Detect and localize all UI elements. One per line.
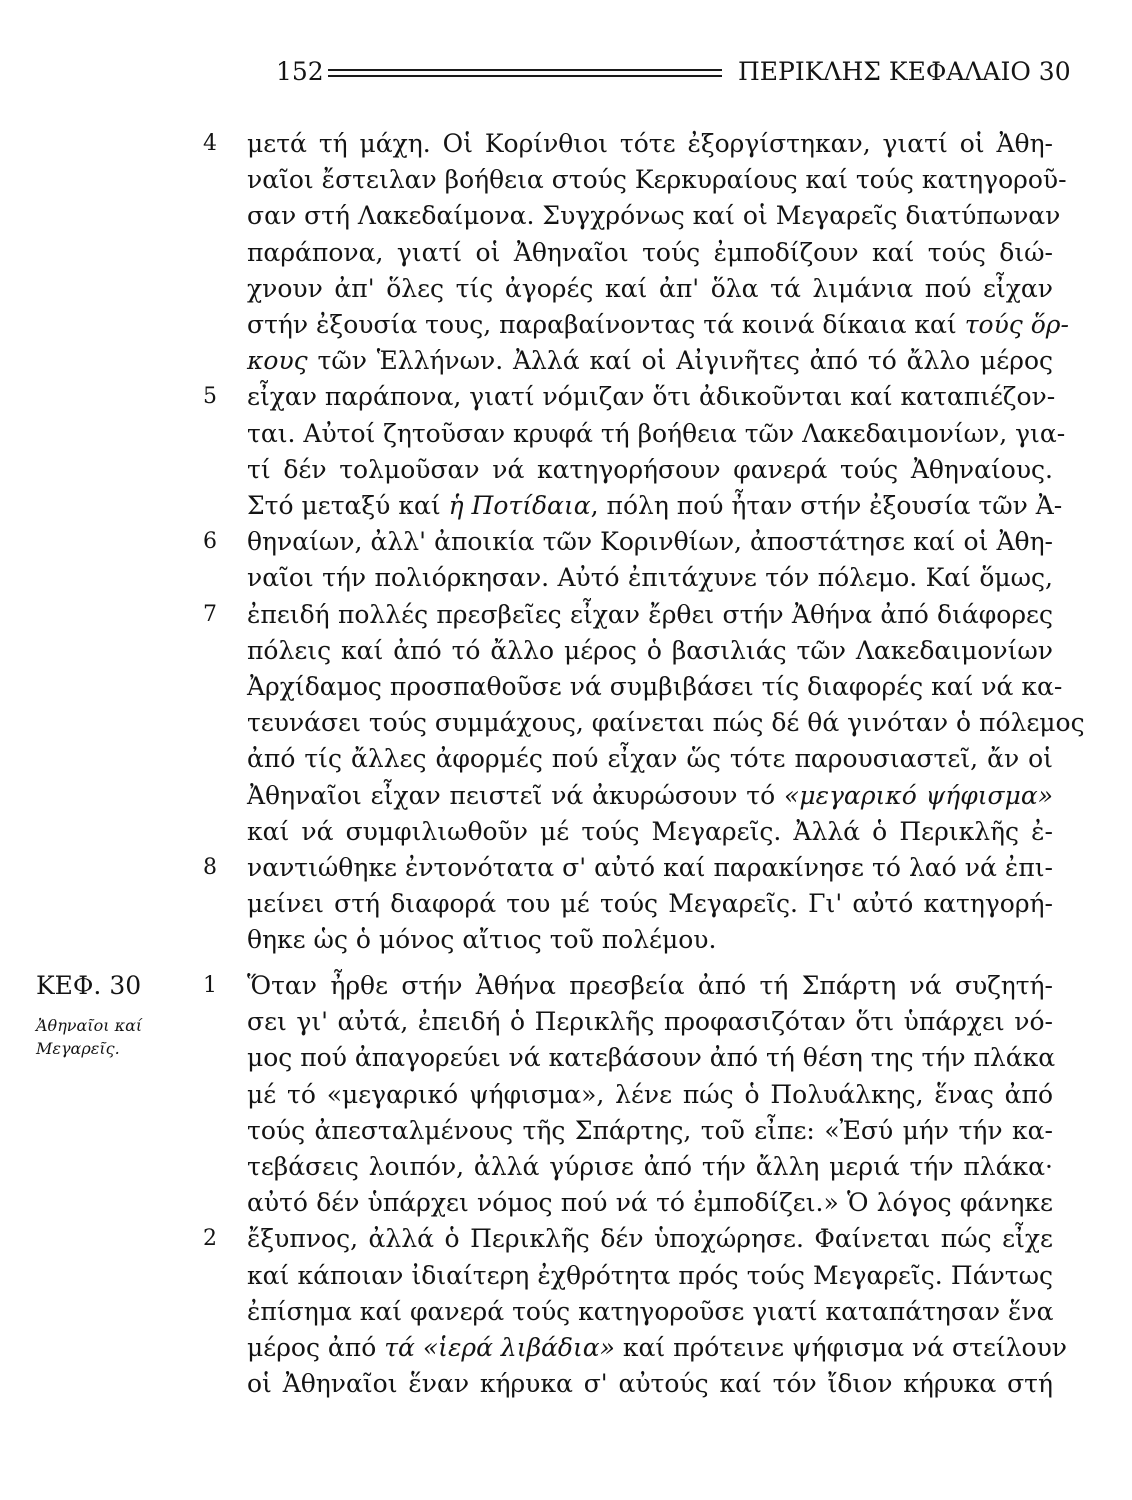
text-line — [247, 379, 1056, 415]
text-line — [247, 1221, 1053, 1257]
text-segment: ἔξυπνος, ἀλλά ὁ Περικλῆς δέν ὑποχώρησε. Φαίνεται πώς εἶχε — [247, 1224, 1053, 1254]
text-segment: ναῖοι ἔστειλαν βοήθεια στούς Κερκυραίους καί τούς κατηγοροῦ- — [247, 165, 1067, 195]
text-line — [247, 597, 1053, 633]
text-line — [247, 1040, 1056, 1076]
chapter-margin-title: ΚΕΦ. 30 — [36, 971, 142, 1000]
text-segment: στήν ἐξουσία τους, παραβαίνοντας τά κοινά δίκαια καί — [247, 310, 965, 339]
text-line — [247, 922, 1053, 958]
text-segment: πόλεις καί ἀπό τό ἄλλο μέρος ὁ βασιλιάς τῶν Λακεδαιμονίων — [247, 635, 1053, 665]
chapter-margin-note-line: Μεγαρεῖς. — [36, 1039, 120, 1058]
text-line — [247, 343, 1053, 379]
text-line — [247, 633, 1053, 669]
text-line — [247, 1004, 1053, 1040]
text-line — [247, 705, 1085, 741]
italic-text-segment: «μεγαρικό ψήφισμα» — [784, 780, 1053, 810]
margin-line-number: 2 — [203, 1226, 217, 1252]
text-line — [247, 198, 1061, 234]
italic-text-segment: κους — [247, 346, 308, 376]
text-segment: μετά τή μάχη. Οἱ Κορίνθιοι τότε ἐξοργίστηκαν, γιατί οἱ Ἀθη- — [247, 129, 1053, 158]
text-segment: σαν στή Λακεδαίμονα. Συγχρόνως καί οἱ Μεγαρεῖς διατύπωναν — [247, 201, 1061, 231]
text-line — [247, 1077, 1053, 1113]
text-segment: Ἀρχίδαμος προσπαθοῦσε νά συμβιβάσει τίς διαφορές καί νά κα- — [247, 672, 1063, 701]
text-segment: καί πρότεινε ψήφισμα νά στείλουν — [614, 1333, 1068, 1362]
text-line — [247, 886, 1053, 922]
text-line — [247, 307, 1069, 343]
text-segment: θηναίων, ἀλλ' ἀποικία τῶν Κορινθίων, ἀποστάτησε καί οἱ Ἀθη- — [247, 527, 1053, 557]
text-line — [247, 741, 1053, 777]
italic-text-segment: ἡ Ποτίδαια — [448, 491, 591, 520]
text-line — [247, 524, 1053, 560]
text-segment: χνουν ἀπ' ὅλες τίς ἀγορές καί ἀπ' ὅλα τά λιμάνια πού εἶχαν — [247, 273, 1053, 303]
text-segment: ναῖοι τήν πολιόρκησαν. Αὐτό ἐπιτάχυνε τόν πόλεμο. Καί ὅμως, — [247, 563, 1053, 593]
text-line — [247, 235, 1053, 271]
margin-line-number: 6 — [203, 529, 217, 555]
text-line — [247, 271, 1053, 307]
text-segment: εἶχαν παράπονα, γιατί νόμιζαν ὅτι ἀδικοῦνται καί καταπιέζον- — [247, 382, 1056, 412]
text-segment: τῶν Ἑλλήνων. Ἀλλά καί οἱ Αἰγινῆτες ἀπό τό ἄλλο μέρος — [307, 346, 1053, 376]
margin-line-number: 8 — [203, 855, 217, 880]
text-segment: καί κάποιαν ἰδιαίτερη ἐχθρότητα πρός τούς Μεγαρεῖς. Πάντως — [247, 1260, 1053, 1290]
text-line — [247, 416, 1066, 452]
text-line — [247, 1330, 1068, 1366]
text-segment: τεβάσεις λοιπόν, ἀλλά γύρισε ἀπό τήν ἄλλη μεριά τήν πλάκα· — [247, 1152, 1053, 1181]
text-line — [247, 1185, 1053, 1221]
text-segment: μέ τό «μεγαρικό ψήφισμα», λένε πώς ὁ Πολυάλκης, ἕνας ἀπό — [247, 1079, 1053, 1109]
text-segment: τί δέν τολμοῦσαν νά κατηγορήσουν φανερά τούς Ἀθηναίους. — [247, 454, 1053, 484]
text-segment: μος πού ἀπαγορεύει νά κατεβάσουν ἀπό τή θέση της τήν πλάκα — [247, 1043, 1056, 1073]
text-segment: μέρος ἀπό — [247, 1333, 385, 1362]
italic-text-segment: τούς ὅρ- — [964, 310, 1069, 339]
text-line — [247, 814, 1053, 850]
text-segment: , πόλη πού ἦταν στήν ἐξουσία τῶν Ἀ- — [590, 491, 1063, 520]
text-segment: οἱ Ἀθηναῖοι ἕναν κήρυκα σ' αὐτούς καί τόν ἴδιον κήρυκα στή — [247, 1369, 1053, 1399]
header-rule-top — [328, 69, 722, 71]
text-line — [247, 162, 1067, 198]
italic-text-segment: τά «ἱερά λιβάδια» — [384, 1333, 615, 1362]
text-line — [247, 126, 1053, 162]
text-line — [247, 1113, 1053, 1149]
text-segment: σει γι' αὐτά, ἐπειδή ὁ Περικλῆς προφασιζόταν ὅτι ὑπάρχει νό- — [247, 1007, 1053, 1037]
text-segment: αὐτό δέν ὑπάρχει νόμος πού νά τό ἐμποδίζει.» Ὁ λόγος φάνηκε — [247, 1188, 1053, 1218]
text-line — [247, 1149, 1053, 1185]
text-line — [247, 452, 1053, 488]
text-segment: Στό μεταξύ καί — [247, 491, 449, 520]
page-number: 152 — [276, 57, 324, 86]
text-segment: τευνάσει τούς συμμάχους, φαίνεται πώς δέ θά γινόταν ὁ πόλεμος — [247, 708, 1085, 738]
text-segment: παράπονα, γιατί οἱ Ἀθηναῖοι τούς ἐμποδίζουν καί τούς διώ- — [247, 237, 1053, 267]
text-segment: ναντιώθηκε ἐντονότατα σ' αὐτό καί παρακίνησε τό λαό νά ἐπι- — [247, 853, 1053, 882]
text-line — [247, 778, 1053, 814]
text-segment: τούς ἀπεσταλμένους τῆς Σπάρτης, τοῦ εἶπε: «Ἐσύ μήν τήν κα- — [247, 1115, 1053, 1145]
text-line — [247, 560, 1053, 596]
header-rule-bottom — [328, 75, 722, 77]
margin-line-number: 4 — [203, 131, 217, 156]
text-line — [247, 968, 1053, 1004]
text-segment: Ἀθηναῖοι εἶχαν πειστεῖ νά ἀκυρώσουν τό — [247, 780, 785, 810]
text-line — [247, 850, 1053, 886]
text-line — [247, 1366, 1053, 1402]
running-title: ΠΕΡΙΚΛΗΣ ΚΕΦΑΛΑΙΟ 30 — [738, 57, 1071, 86]
margin-line-number: 1 — [203, 973, 217, 998]
text-line — [247, 488, 1063, 524]
text-segment: μείνει στή διαφορά του μέ τούς Μεγαρεῖς. Γι' αὐτό κατηγορή- — [247, 889, 1053, 919]
margin-line-number: 7 — [203, 601, 217, 627]
text-segment: ἀπό τίς ἄλλες ἀφορμές πού εἶχαν ὥς τότε παρουσιαστεῖ, ἄν οἱ — [247, 744, 1053, 774]
margin-line-number: 5 — [203, 384, 217, 410]
text-line — [247, 1294, 1053, 1330]
text-line — [247, 1258, 1053, 1294]
text-line — [247, 669, 1063, 705]
text-segment: καί νά συμφιλιωθοῦν μέ τούς Μεγαρεῖς. Ἀλλά ὁ Περικλῆς ἐ- — [247, 816, 1053, 846]
chapter-margin-note-line: Ἀθηναῖοι καί — [36, 1016, 143, 1035]
text-segment: ται. Αὐτοί ζητοῦσαν κρυφά τή βοήθεια τῶν Λακεδαιμονίων, για- — [247, 418, 1066, 448]
text-segment: θηκε ὡς ὁ μόνος αἴτιος τοῦ πολέμου. — [247, 925, 717, 955]
text-segment: ἐπίσημα καί φανερά τούς κατηγοροῦσε γιατί καταπάτησαν ἕνα — [247, 1296, 1054, 1326]
text-segment: Ὅταν ἦρθε στήν Ἀθήνα πρεσβεία ἀπό τή Σπάρτη νά συζητή- — [247, 971, 1053, 1000]
text-segment: ἐπειδή πολλές πρεσβεῖες εἶχαν ἔρθει στήν Ἀθήνα ἀπό διάφορες — [247, 599, 1053, 629]
page-header — [276, 52, 1071, 92]
